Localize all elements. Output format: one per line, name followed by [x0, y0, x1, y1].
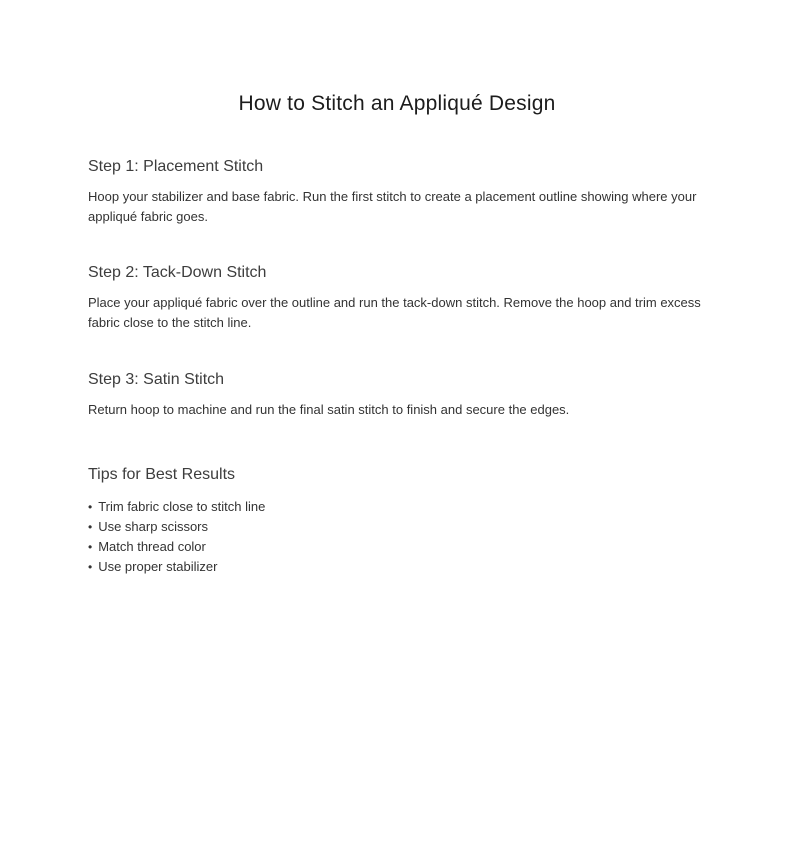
- bullet-marker: •: [88, 539, 93, 554]
- section-step-3: [88, 371, 706, 420]
- section-body-step-2: Place your appliqué fabric over the outline and run the tack-down stitch. Remove the hoop and trim excess fabric close to the stitch line.: [88, 295, 701, 331]
- section-heading-step-3: Step 3: Satin Stitch: [88, 370, 225, 388]
- section-step-2: [88, 264, 706, 333]
- tip-text: Use proper stabilizer: [98, 558, 218, 574]
- bullet-marker: •: [88, 559, 93, 574]
- page-title: How to Stitch an Appliqué Design: [238, 92, 556, 115]
- section-body-step-1: Hoop your stabilizer and base fabric. Run the first stitch to create a placement outline showing where your appliqué fabric goes.: [88, 189, 697, 225]
- tips-section: [88, 466, 706, 577]
- section-step-1: [88, 158, 706, 227]
- tips-list: [88, 497, 706, 577]
- section-heading-step-1: Step 1: Placement Stitch: [88, 158, 264, 175]
- tip-text: Trim fabric close to stitch line: [98, 498, 266, 514]
- bullet-marker: •: [88, 499, 93, 514]
- list-item: [88, 517, 706, 537]
- tip-text: Use sharp scissors: [98, 518, 209, 534]
- bullet-marker: •: [88, 519, 93, 534]
- tip-text: Match thread color: [98, 538, 206, 554]
- tips-heading: Tips for Best Results: [88, 465, 236, 483]
- list-item: [88, 497, 706, 517]
- list-item: [88, 537, 706, 557]
- section-heading-step-2: Step 2: Tack-Down Stitch: [88, 264, 267, 282]
- list-item: [88, 557, 706, 577]
- section-body-step-3: Return hoop to machine and run the final satin stitch to finish and secure the edges.: [88, 401, 570, 417]
